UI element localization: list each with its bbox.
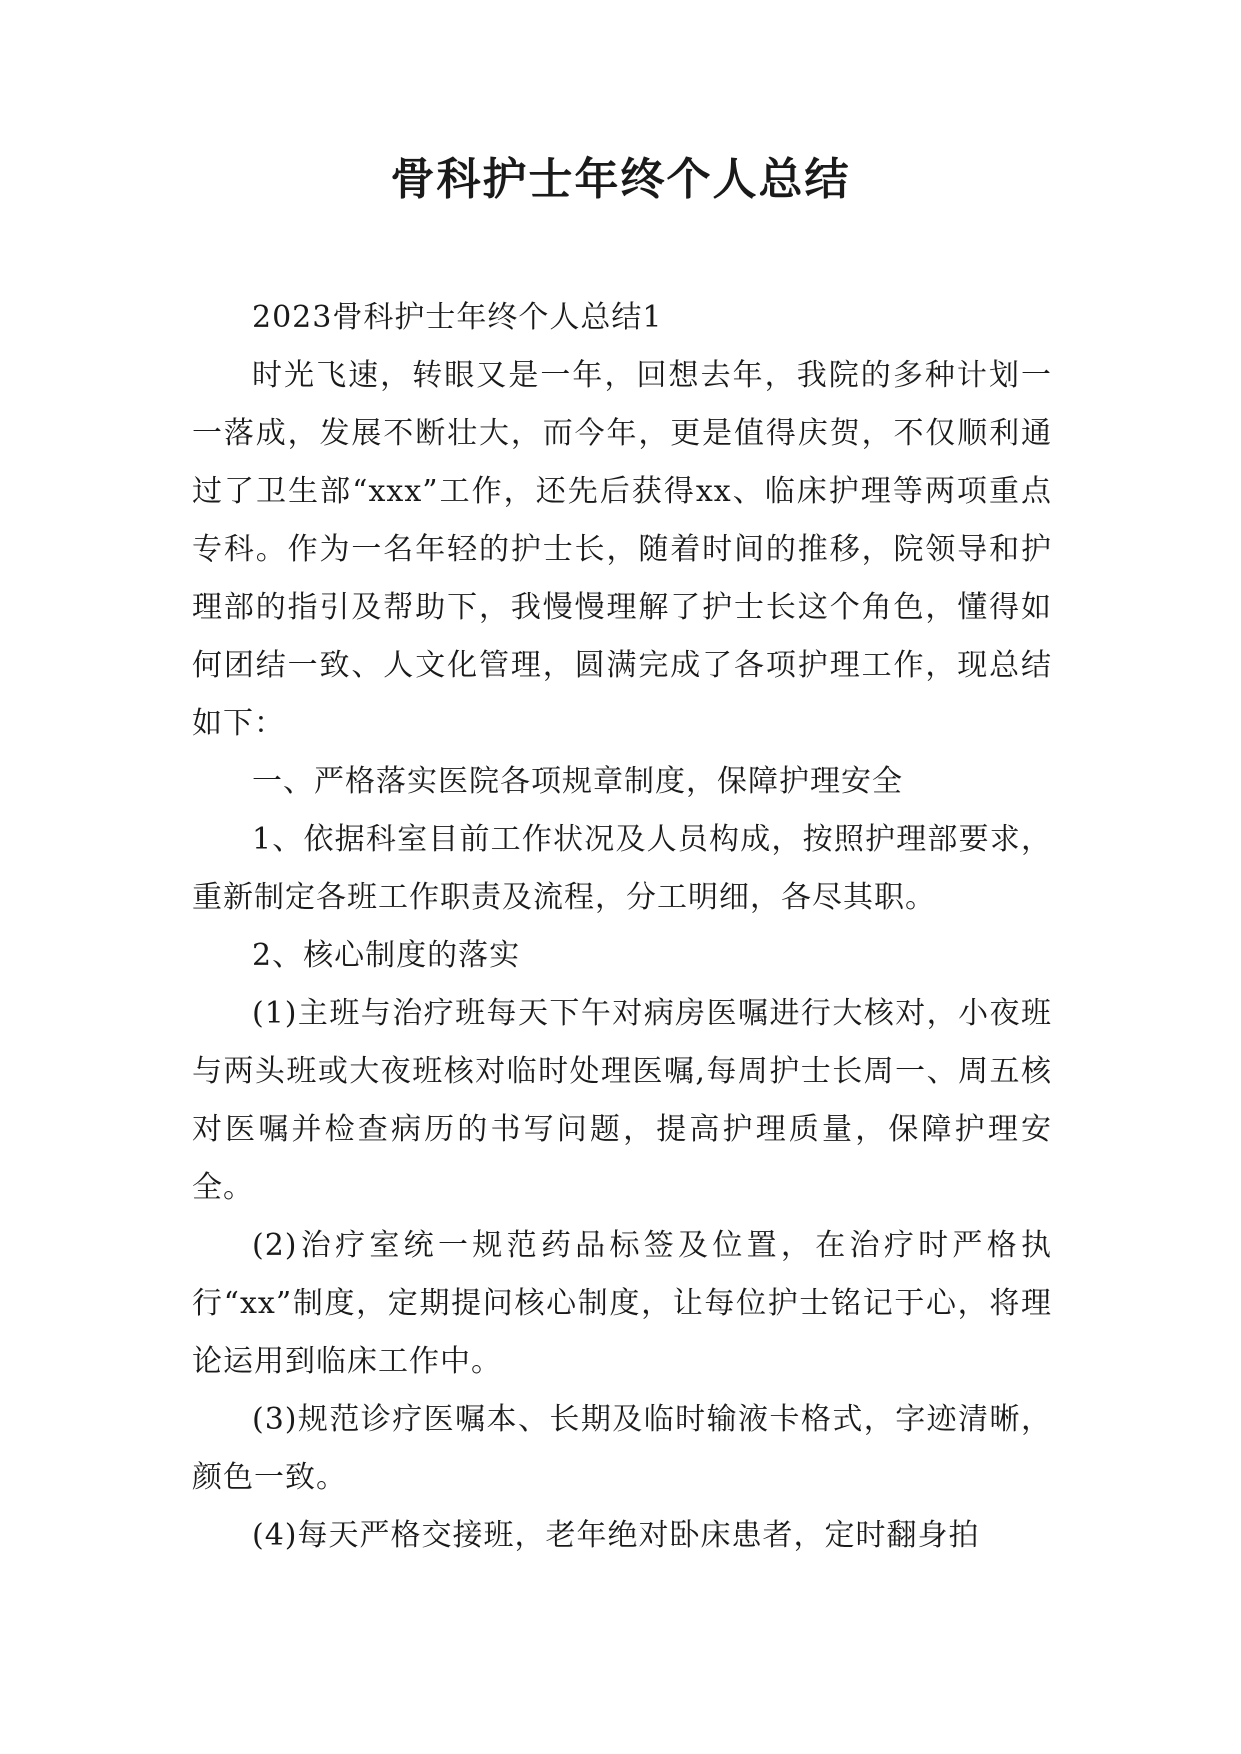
paragraph-intro: 时光飞速，转眼又是一年，回想去年，我院的多种计划一一落成，发展不断壮大，而今年，更是值得庆贺，不仅顺利通过了卫生部“xxx”工作，还先后获得xx、临床护理等两项重点专科。作为一名年轻的护士长，随着时间的推移，院领导和护理部的指引及帮助下，我慢慢理解了护士长这个角色，懂得如何团结一致、人文化管理，圆满完成了各项护理工作，现总结如下： <box>192 358 1052 741</box>
paragraph-subitem-1: (1)主班与治疗班每天下午对病房医嘱进行大核对，小夜班与两头班或大夜班核对临时处理医嘱,每周护士长周一、周五核对医嘱并检查病历的书写问题，提高护理质量，保障护理安全。 <box>192 996 1052 1205</box>
document-title: 骨科护士年终个人总结 <box>390 154 851 205</box>
paragraph-subitem-2: (2)治疗室统一规范药品标签及位置，在治疗时严格执行“xx”制度，定期提问核心制度，让每位护士铭记于心，将理论运用到临床工作中。 <box>192 1228 1052 1379</box>
paragraph-subitem-4: (4)每天严格交接班，老年绝对卧床患者，定时翻身拍 <box>252 1518 980 1553</box>
paragraph-subitem-3: (3)规范诊疗医嘱本、长期及临时输液卡格式，字迹清晰，颜色一致。 <box>192 1402 1052 1495</box>
paragraph-item-2: 2、核心制度的落实 <box>252 938 521 973</box>
section-heading-1: 一、严格落实医院各项规章制度，保障护理安全 <box>252 764 903 799</box>
document-body <box>192 289 1052 1565</box>
paragraph-subtitle: 2023骨科护士年终个人总结1 <box>252 300 663 335</box>
paragraph-item-1: 1、依据科室目前工作状况及人员构成，按照护理部要求，重新制定各班工作职责及流程，分工明细，各尽其职。 <box>192 822 1052 915</box>
